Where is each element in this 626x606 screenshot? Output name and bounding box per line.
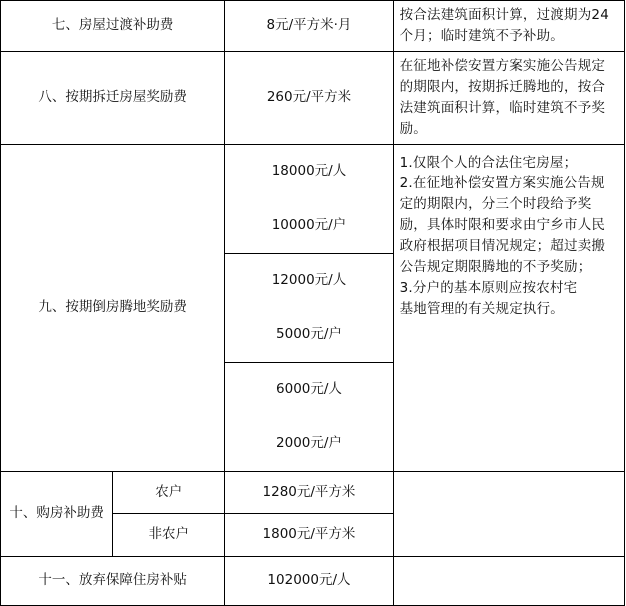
row-9-note-line-7: 3.分户的基本原则应按农村宅 [399, 280, 578, 297]
row-9-note-line-4: 励，具体时限和要求由宁乡市人民 [399, 217, 606, 234]
row-7-note: 按合法建筑面积计算，过渡期为24个月；临时建筑不予补助。 [393, 1, 624, 52]
row-9-amount-3: 12000元/人 [225, 253, 393, 308]
row-9-note-line-1: 1.仅限个人的合法住宅房屋； [399, 154, 578, 171]
row-9-amount-5: 6000元/人 [225, 362, 393, 417]
row-10-amount-1: 1280元/平方米 [225, 471, 393, 514]
row-10-note [393, 471, 624, 556]
row-8-amount: 260元/平方米 [225, 51, 393, 144]
row-10-sub-1: 农户 [113, 471, 225, 514]
table-row [1, 556, 625, 605]
row-9-note-line-8: 基地管理的有关规定执行。 [399, 300, 565, 317]
table-row [1, 471, 625, 514]
table-row [1, 1, 625, 52]
row-9-amount-6: 2000元/户 [225, 417, 393, 472]
row-10-item: 十、购房补助费 [1, 471, 113, 556]
row-8-note: 在征地补偿安置方案实施公告规定的期限内，按期拆迁腾地的，按合法建筑面积计算，临时建筑不予奖励。 [393, 51, 624, 144]
row-9-note-line-6: 公告规定期限腾地的不予奖励； [399, 259, 592, 276]
row-11-amount: 102000元/人 [225, 556, 393, 605]
row-7-amount: 8元/平方米·月 [225, 1, 393, 52]
row-11-note [393, 556, 624, 605]
table-row [1, 51, 625, 144]
row-9-amount-2: 10000元/户 [225, 199, 393, 254]
row-10-sub-2: 非农户 [113, 514, 225, 557]
row-9-item: 九、按期倒房腾地奖励费 [1, 144, 225, 471]
row-11-item: 十一、放弃保障住房补贴 [1, 556, 225, 605]
row-8-item: 八、按期拆迁房屋奖励费 [1, 51, 225, 144]
row-9-note-line-3: 定的期限内，分三个时段给予奖 [399, 196, 592, 213]
row-7-item: 七、房屋过渡补助费 [1, 1, 225, 52]
row-9-amount-1: 18000元/人 [225, 144, 393, 199]
row-9-note [393, 144, 624, 471]
row-9-amount-4: 5000元/户 [225, 308, 393, 363]
row-9-note-line-2: 2.在征地补偿安置方案实施公告规 [399, 175, 605, 192]
row-10-amount-2: 1800元/平方米 [225, 514, 393, 557]
table-row [1, 144, 625, 199]
row-9-note-line-5: 政府根据项目情况规定；超过卖搬 [399, 238, 606, 255]
